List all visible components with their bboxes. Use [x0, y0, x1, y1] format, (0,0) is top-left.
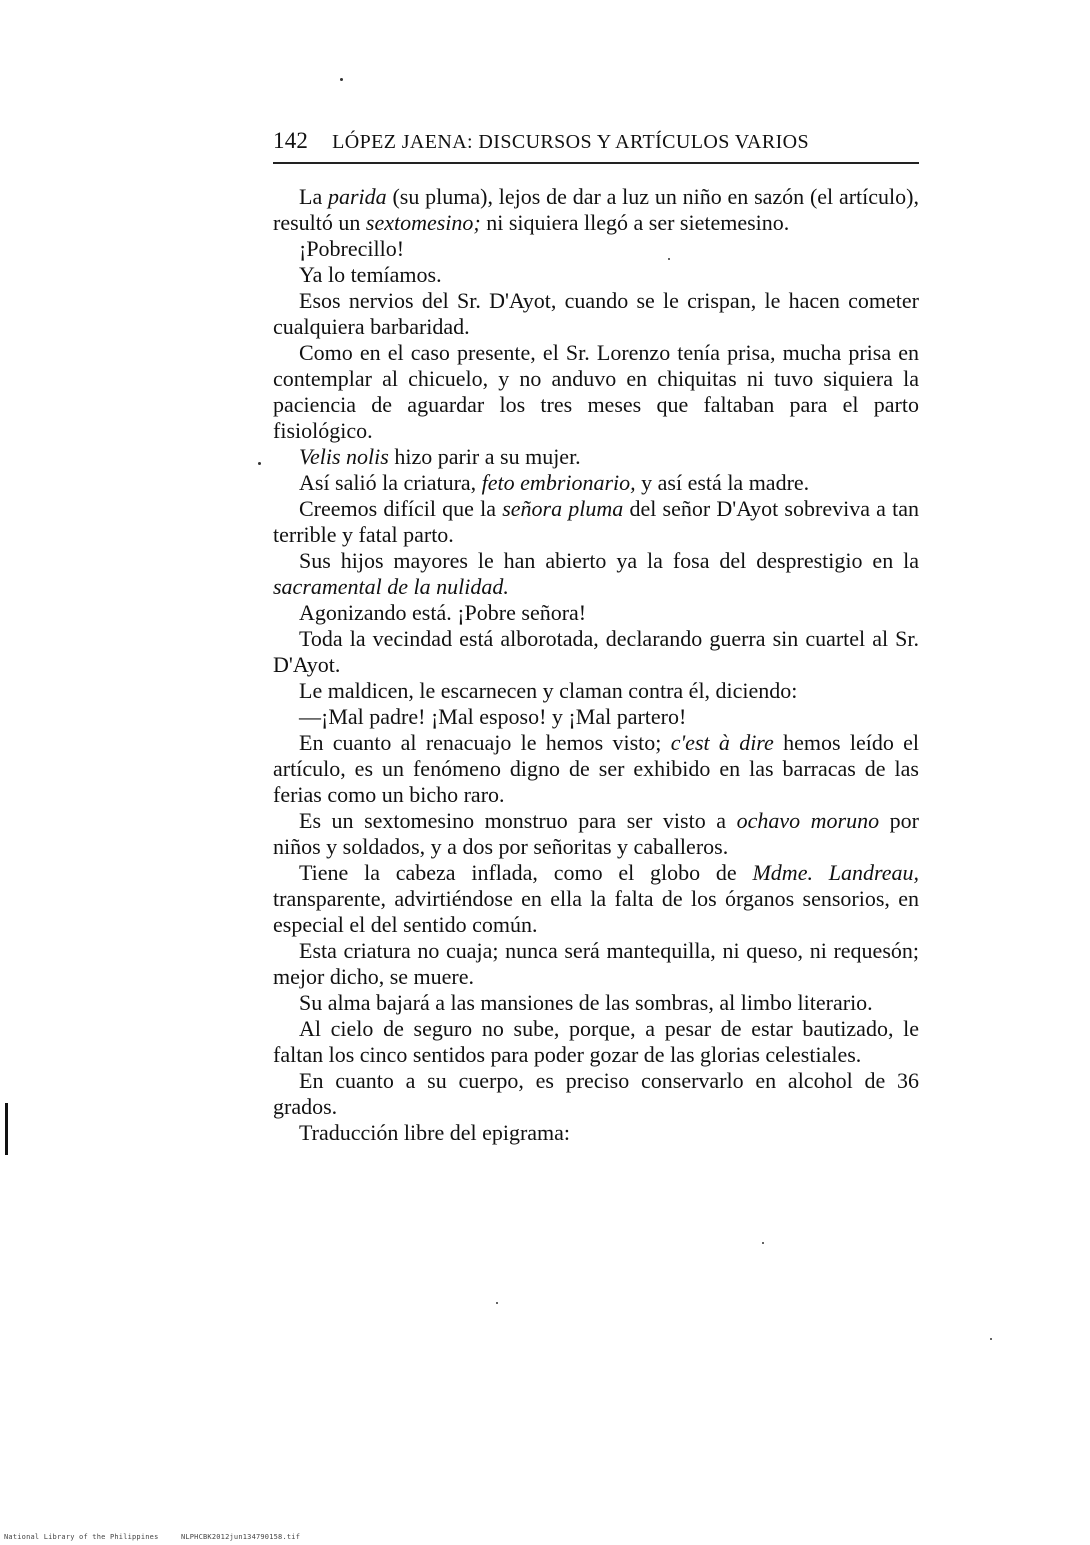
text-run: Su alma bajará a las mansiones de las sombras, al limbo literario. [299, 990, 873, 1015]
text-run: ¡Pobrecillo! [299, 236, 405, 261]
text-run: Ya lo temíamos. [299, 262, 442, 287]
italic-text: sacramental de la nulidad. [273, 574, 509, 599]
text-run: y así está la madre. [635, 470, 810, 495]
paragraph [273, 1068, 919, 1120]
running-head-title: LÓPEZ JAENA: DISCURSOS Y ARTÍCULOS VARIOS [332, 131, 810, 153]
text-run: Agonizando está. ¡Pobre señora! [299, 600, 587, 625]
body-text [273, 184, 919, 1146]
paragraph [273, 990, 919, 1016]
text-run: Como en el caso presente, el Sr. Lorenzo tenía prisa, mucha prisa en contemplar al chicuelo, y no anduvo en chiquitas ni tuvo siquiera la paciencia de aguardar los tres meses que faltaban para el parto fisiológico. [273, 340, 919, 443]
text-run: En cuanto a su cuerpo, es preciso conservarlo en alcohol de 36 grados. [273, 1068, 919, 1119]
scan-speck [990, 1338, 992, 1340]
text-run: (su pluma), lejos de dar a luz un niño en sazón (el artículo), resultó un [273, 184, 919, 235]
text-run: Al cielo de seguro no sube, porque, a pesar de estar bautizado, le faltan los cinco sentidos para poder gozar de las glorias celestiales. [273, 1016, 919, 1067]
text-run: Es un sextomesino monstruo para ser visto a [299, 808, 737, 833]
paragraph [273, 1016, 919, 1068]
page-number: 142 [273, 128, 309, 153]
scan-library-credit: National Library of the Philippines [4, 1533, 159, 1541]
italic-text: sextomesino; [365, 210, 481, 235]
paragraph [273, 678, 919, 704]
scan-speck [762, 1242, 764, 1244]
scan-speck [496, 1302, 498, 1304]
text-run: —¡Mal padre! ¡Mal esposo! y ¡Mal partero! [299, 704, 687, 729]
text-run: Tiene la cabeza inflada, como el globo de [299, 860, 753, 885]
text-run: Le maldicen, le escarnecen y claman contra él, diciendo: [299, 678, 798, 703]
paragraph [273, 1120, 919, 1146]
paragraph [273, 184, 919, 236]
scan-speck [340, 78, 343, 81]
scan-speck [258, 462, 261, 465]
text-run: Toda la vecindad está alborotada, declarando guerra sin cuartel al Sr. D'Ayot. [273, 626, 919, 677]
text-run: Creemos difícil que la [299, 496, 503, 521]
paragraph [273, 626, 919, 678]
running-head [273, 128, 919, 164]
paragraph [273, 704, 919, 730]
paragraph [273, 496, 919, 548]
text-run: En cuanto al renacuajo le hemos visto; [299, 730, 671, 755]
text-run: del señor D'Ayot sobreviva a tan terrible y fatal parto. [273, 496, 919, 547]
paragraph [273, 262, 919, 288]
scan-footer [4, 1533, 300, 1541]
italic-text: feto embrionario, [481, 470, 636, 495]
text-run: La [299, 184, 328, 209]
text-run: hizo parir a su mujer. [388, 444, 581, 469]
paragraph [273, 860, 919, 938]
paragraph [273, 340, 919, 444]
italic-text: ochavo moruno [736, 808, 880, 833]
italic-text: Velis nolis [299, 444, 389, 469]
text-run: Sus hijos mayores le han abierto ya la fosa del desprestigio en la [299, 548, 919, 573]
text-run: Traducción libre del epigrama: [299, 1120, 571, 1145]
paragraph [273, 730, 919, 808]
italic-text: parida [328, 184, 387, 209]
scan-file-id: NLPHCBK2012jun134790158.tif [180, 1533, 301, 1541]
paragraph [273, 600, 919, 626]
scan-speck [668, 258, 670, 260]
italic-text: c'est à dire [670, 730, 774, 755]
text-run: Esos nervios del Sr. D'Ayot, cuando se le crispan, le hacen cometer cualquiera barbaridad. [273, 288, 919, 339]
text-run: Esta criatura no cuaja; nunca será mantequilla, ni queso, ni requesón; mejor dicho, se muere. [273, 938, 919, 989]
text-run: Así salió la criatura, [299, 470, 482, 495]
text-run: transparente, advirtiéndose en ella la falta de los órganos sensorios, en especial el del sentido común. [273, 886, 919, 937]
paragraph [273, 808, 919, 860]
paragraph [273, 548, 919, 600]
scan-margin-mark [5, 1103, 8, 1155]
italic-text: señora pluma [502, 496, 624, 521]
paragraph [273, 938, 919, 990]
paragraph [273, 288, 919, 340]
paragraph [273, 236, 919, 262]
paragraph [273, 470, 919, 496]
italic-text: Mdme. Landreau, [752, 860, 919, 885]
text-run: ni siquiera llegó a ser sietemesino. [480, 210, 790, 235]
paragraph [273, 444, 919, 470]
text-run: por niños y soldados, y a dos por señoritas y caballeros. [273, 808, 919, 859]
text-run: hemos leído el artículo, es un fenómeno digno de ser exhibido en las barracas de las ferias como un bicho raro. [273, 730, 920, 807]
